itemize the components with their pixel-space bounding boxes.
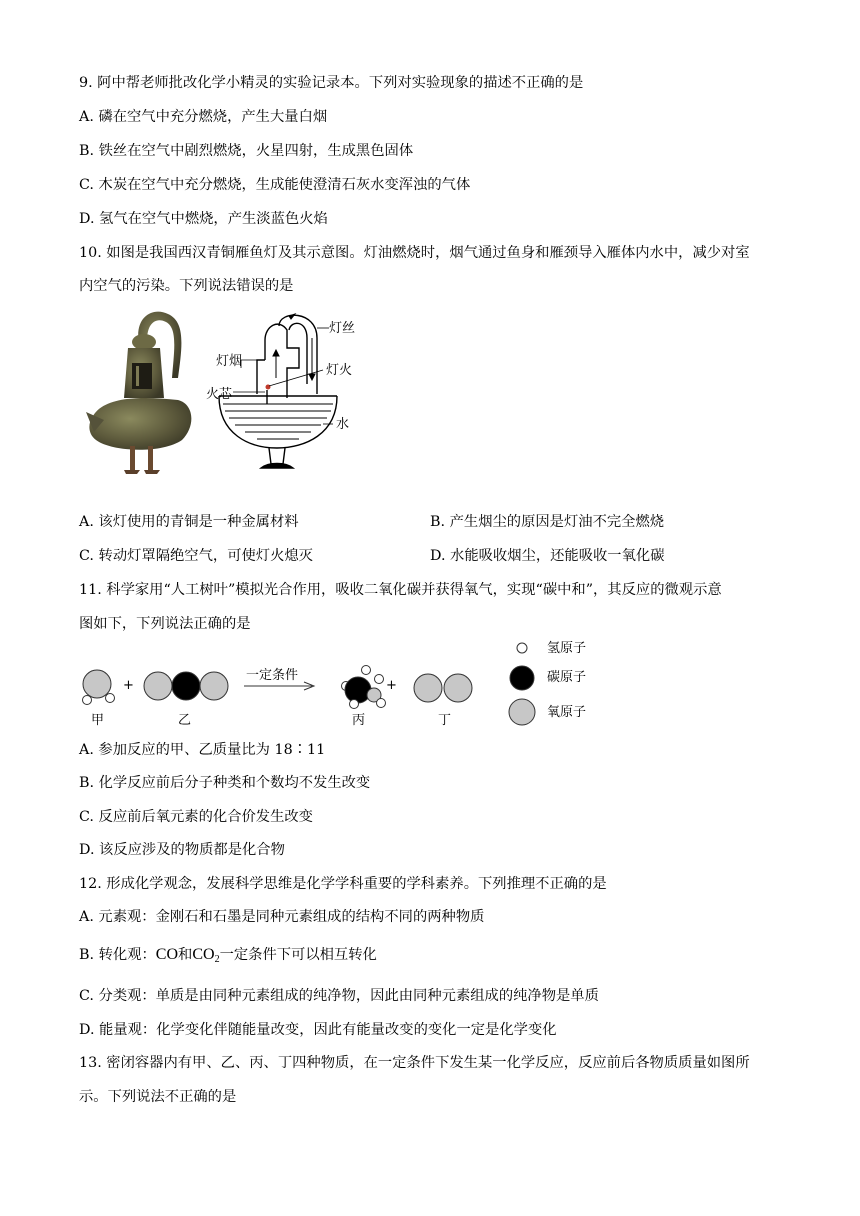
molecule-label-jia: 甲 — [91, 713, 105, 728]
label-lamp-smoke: 灯烟 — [216, 354, 243, 369]
q10-option-d: D. 水能吸收烟尘，还能吸收一氧化碳 — [430, 548, 665, 564]
q12-option-b-and: 和 — [178, 947, 193, 963]
plus-sign-1: + — [123, 678, 134, 693]
q13-stem-line1: 13. 密闭容器内有甲、乙、丙、丁四种物质，在一定条件下发生某一化学反应，反应前后各物质质量如图所 — [79, 1055, 750, 1071]
q10-option-c: C. 转动灯罩隔绝空气，可使灯火熄灭 — [79, 548, 313, 564]
q11-option-c: C. 反应前后氧元素的化合价发生改变 — [79, 809, 313, 825]
label-fire-core: 火芯 — [206, 387, 233, 402]
legend-carbon: 碳原子 — [547, 670, 587, 685]
q9-option-b: B. 铁丝在空气中剧烈燃烧，火星四射，生成黑色固体 — [79, 143, 414, 159]
q12-stem: 12. 形成化学观念，发展科学思维是化学学科重要的学科素养。下列推理不正确的是 — [79, 876, 607, 892]
q11-option-d: D. 该反应涉及的物质都是化合物 — [79, 842, 285, 858]
bronze-goose-lamp-photo — [82, 308, 200, 480]
reaction-micro-diagram — [76, 640, 606, 734]
formula-co2-main: CO — [192, 946, 215, 963]
legend-oxygen: 氧原子 — [547, 705, 587, 720]
q10-option-a: A. 该灯使用的青铜是一种金属材料 — [79, 514, 299, 530]
label-lamp-wick: 灯丝 — [329, 321, 356, 336]
q12-option-d: D. 能量观：化学变化伴随能量改变，因此有能量改变的变化一定是化学变化 — [79, 1022, 557, 1038]
molecule-label-ding: 丁 — [438, 713, 452, 728]
q12-option-a: A. 元素观：金刚石和石墨是同种元素组成的结构不同的两种物质 — [79, 909, 485, 925]
q9-option-c: C. 木炭在空气中充分燃烧，生成能使澄清石灰水变浑浊的气体 — [79, 177, 471, 193]
label-lamp-flame: 灯火 — [326, 363, 353, 378]
q11-stem-line2: 图如下，下列说法正确的是 — [79, 616, 251, 632]
q12-option-b-prefix: B. 转化观： — [79, 947, 156, 963]
molecule-label-yi: 乙 — [178, 713, 192, 728]
q11-option-a: A. 参加反应的甲、乙质量比为 18∶11 — [79, 742, 326, 758]
molecule-label-bing: 丙 — [352, 713, 366, 728]
formula-co2-subscript: 2 — [214, 954, 220, 965]
formula-co: CO — [155, 946, 179, 963]
q12-option-b — [79, 945, 377, 970]
q11-stem-line1: 11. 科学家用“人工树叶”模拟光合作用，吸收二氧化碳并获得氧气，实现“碳中和”，其反应的微观示意 — [79, 582, 722, 598]
q9-stem: 9. 阿中帮老师批改化学小精灵的实验记录本。下列对实验现象的描述不正确的是 — [79, 75, 584, 91]
q10-option-b: B. 产生烟尘的原因是灯油不完全燃烧 — [430, 514, 665, 530]
q12-option-b-suffix: 一定条件下可以相互转化 — [219, 947, 377, 963]
q11-option-b: B. 化学反应前后分子种类和个数均不发生改变 — [79, 775, 371, 791]
q9-option-a: A. 磷在空气中充分燃烧，产生大量白烟 — [79, 109, 328, 125]
q9-option-d: D. 氢气在空气中燃烧，产生淡蓝色火焰 — [79, 211, 328, 227]
formula-co2 — [192, 946, 219, 963]
reaction-condition: 一定条件 — [246, 668, 299, 683]
label-water: 水 — [336, 417, 350, 432]
q12-option-c: C. 分类观：单质是由同种元素组成的纯净物，因此由同种元素组成的纯净物是单质 — [79, 988, 599, 1004]
plus-sign-2: + — [386, 678, 397, 693]
legend-hydrogen: 氢原子 — [547, 641, 587, 656]
q10-stem-line2: 内空气的污染。下列说法错误的是 — [79, 278, 294, 294]
q13-stem-line2: 示。下列说法不正确的是 — [79, 1089, 237, 1105]
q10-stem-line1: 10. 如图是我国西汉青铜雁鱼灯及其示意图。灯油燃烧时，烟气通过鱼身和雁颈导入雁体内水中，减少对室 — [79, 245, 750, 261]
